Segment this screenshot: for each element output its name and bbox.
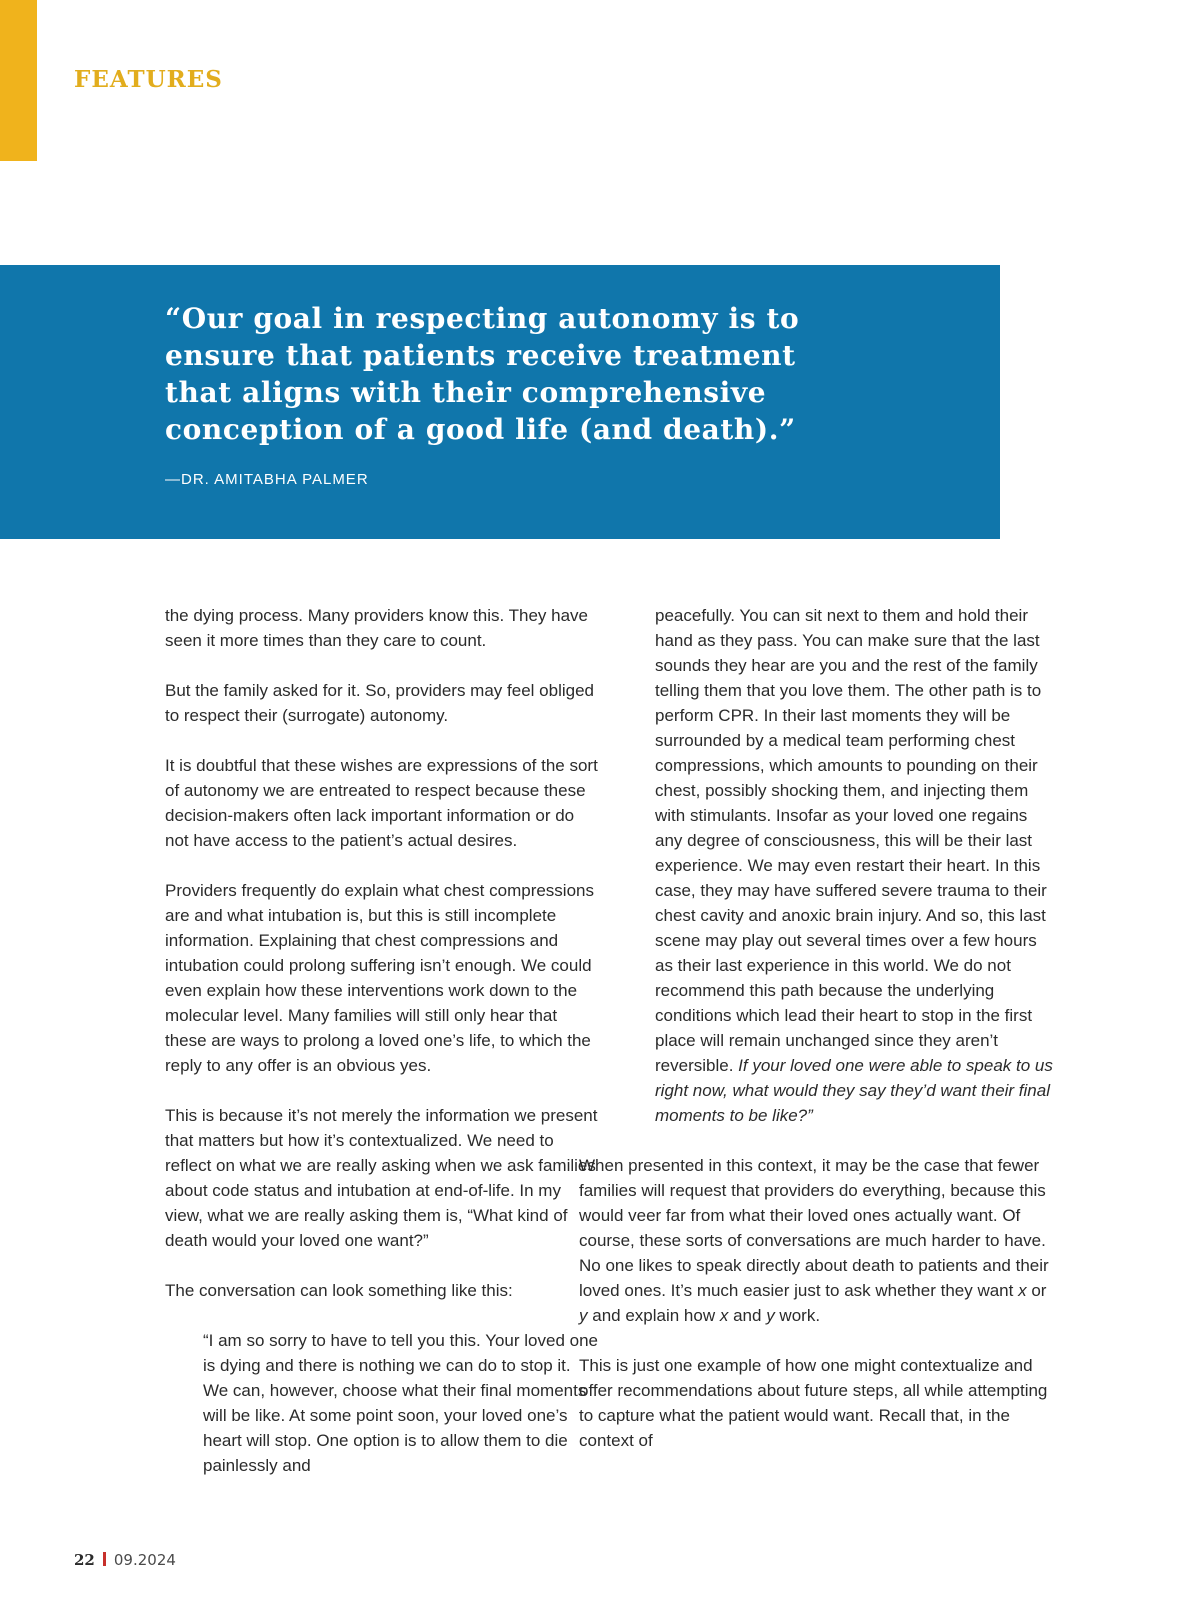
variable-y: y [579,1306,588,1325]
paragraph: The conversation can look something like this: [165,1281,513,1300]
text-run: When presented in this context, it may be the case that fewer families will request that providers do everything, because this would veer far from what their loved ones actually want. Of course, these sorts of conversations are much harder to have. No one likes to speak directly about death to patients and their loved ones. It’s much easier just to ask whether they want [579,1156,1049,1300]
variable-x: x [719,1306,729,1325]
text-run: or [1031,1281,1047,1300]
body-column-right [579,603,1057,1453]
variable-y: y [766,1306,775,1325]
paragraph: the dying process. Many providers know this. They have seen it more times than they care to count. [165,606,589,650]
section-label: FEATURES [74,66,223,93]
page-number: 22 [74,1551,95,1569]
issue-date: 09.2024 [113,1551,176,1569]
body-column-left [165,603,600,1478]
pullquote-attribution: —DR. AMITABHA PALMER [165,471,369,488]
paragraph: Providers frequently do explain what chest compressions are and what intubation is, but this is still incomplete information. Explaining that chest compressions and intubation could prolong suffering isn’t enough. We could even explain how these interventions work down to the molecular level. Many families will still only hear that these are ways to prolong a loved one’s life, to which the reply to any offer is an obvious yes. [165,881,594,1075]
paragraph: But the family asked for it. So, providers may feel obliged to respect their (surrogate) autonomy. [165,681,594,725]
text-run: and [733,1306,762,1325]
quote-italic-question: If your loved one were able to speak to us right now, what would they say they’d want their final moments to be like?” [655,1056,1053,1125]
page-footer [74,1551,176,1569]
indented-quote-paragraph [655,603,1057,1128]
text-run: and explain how [592,1306,716,1325]
text-run: work. [779,1306,821,1325]
paragraph: This is because it’s not merely the information we present that matters but how it’s contextualized. We need to reflect on what we are really asking when we ask families about code status and intubation at end-of-life. In my view, what we are really asking them is, “What kind of death would your loved one want?” [165,1106,598,1250]
quote-continuation: peacefully. You can sit next to them and hold their hand as they pass. You can make sure that the last sounds they hear are you and the rest of the family telling them that you love them. The other path is to perform CPR. In their last moments they will be surrounded by a medical team performing chest compressions, which amounts to pounding on their chest, possibly shocking them, and injecting them with stimulants. Insofar as your loved one regains any degree of consciousness, this will be their last experience. We may even restart their heart. In this case, they may have suffered severe trauma to their chest cavity and anoxic brain injury. And so, this last scene may play out several times over a few hours as their last experience in this world. We do not recommend this path because the underlying conditions which lead their heart to stop in the first place will remain unchanged since they aren’t reversible. [655,606,1047,1075]
variable-x: x [1018,1281,1027,1300]
pullquote-text: “Our goal in respecting autonomy is to ensure that patients receive treatment that aligns with their comprehensive conception of a good life (and death).” [165,302,800,446]
section-accent-bar [0,0,37,161]
footer-separator [103,1552,106,1566]
paragraph [579,1153,1057,1328]
indented-quote-paragraph: “I am so sorry to have to tell you this. Your loved one is dying and there is nothing we can do to stop it. We can, however, choose what their final moments will be like. At some point soon, your loved one’s heart will stop. One option is to allow them to die painlessly and [203,1331,598,1475]
paragraph: It is doubtful that these wishes are expressions of the sort of autonomy we are entreated to respect because these decision-makers often lack important information or do not have access to the patient’s actual desires. [165,756,598,850]
paragraph: This is just one example of how one might contextualize and offer recommendations about future steps, all while attempting to capture what the patient would want. Recall that, in the context of [579,1356,1048,1450]
pullquote-box [0,265,1000,539]
